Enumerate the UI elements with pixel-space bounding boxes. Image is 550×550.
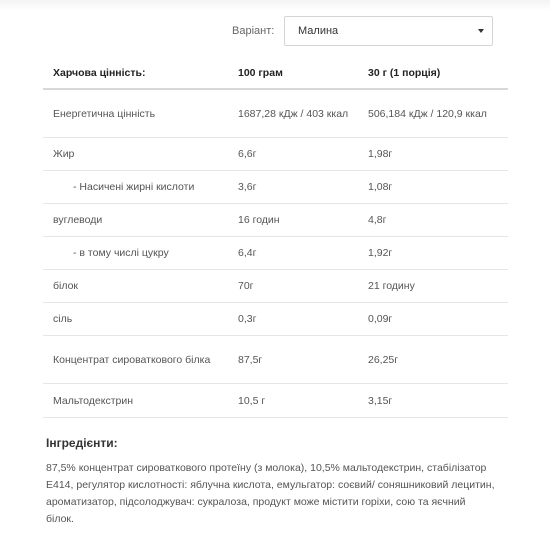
value-per-100g: 10,5 г xyxy=(228,384,358,418)
table-row xyxy=(43,237,508,270)
value-per-serving: 4,8г xyxy=(358,204,508,237)
value-per-100g: 87,5г xyxy=(228,336,358,384)
table-row xyxy=(43,89,508,138)
nutrient-name: Жир xyxy=(43,138,228,171)
value-per-serving: 0,09г xyxy=(358,303,508,336)
nutrient-name: Мальтодекстрин xyxy=(43,384,228,418)
value-per-serving: 1,08г xyxy=(358,171,508,204)
column-header-per-serving: 30 г (1 порція) xyxy=(358,58,508,89)
value-per-serving: 506,184 кДж / 120,9 ккал xyxy=(358,89,508,138)
nutrient-name: Концентрат сироваткового білка xyxy=(43,336,228,384)
ingredients-text: 87,5% концентрат сироваткового протеїну (з молока), 10,5% мальтодекстрин, стабілізатор Е414, регулятор кислотності: яблучна кислота, емульгатор: соєвий/ соняшниковий лецитин, ароматизатор, підсолоджувач: сукралоза, продукт може містити горіхи, сою та яєчний білок. xyxy=(46,462,495,525)
nutrient-name: Енергетична цінність xyxy=(43,89,228,138)
value-per-serving: 26,25г xyxy=(358,336,508,384)
table-row xyxy=(43,270,508,303)
top-edge-shade xyxy=(0,0,550,10)
table-row xyxy=(43,336,508,384)
nutrient-name: вуглеводи xyxy=(43,204,228,237)
table-row xyxy=(43,138,508,171)
nutrient-name: білок xyxy=(43,270,228,303)
value-per-serving: 21 годину xyxy=(358,270,508,303)
nutrition-header-row xyxy=(43,58,508,89)
value-per-100g: 16 годин xyxy=(228,204,358,237)
value-per-100g: 1687,28 кДж / 403 ккал xyxy=(228,89,358,138)
table-row xyxy=(43,204,508,237)
value-per-serving: 1,98г xyxy=(358,138,508,171)
value-per-100g: 6,6г xyxy=(228,138,358,171)
variant-selector-row xyxy=(0,16,550,48)
nutrient-name: - Насичені жирні кислоти xyxy=(43,171,228,204)
ingredients-heading: Інгредієнти: xyxy=(46,436,118,450)
value-per-100g: 3,6г xyxy=(228,171,358,204)
variant-selected-value: Малина xyxy=(298,25,339,37)
value-per-serving: 3,15г xyxy=(358,384,508,418)
table-row xyxy=(43,171,508,204)
table-row xyxy=(43,303,508,336)
column-header-per-100g: 100 грам xyxy=(228,58,358,89)
nutrient-name: - в тому числі цукру xyxy=(43,237,228,270)
value-per-100g: 6,4г xyxy=(228,237,358,270)
table-row xyxy=(43,384,508,418)
nutrition-table xyxy=(43,58,508,418)
chevron-down-icon xyxy=(478,29,484,33)
nutrient-name: сіль xyxy=(43,303,228,336)
variant-dropdown[interactable] xyxy=(284,16,493,46)
value-per-serving: 1,92г xyxy=(358,237,508,270)
column-header-nutrient: Харчова цінність: xyxy=(43,58,228,89)
value-per-100g: 0,3г xyxy=(228,303,358,336)
variant-label: Варіант: xyxy=(232,25,275,37)
value-per-100g: 70г xyxy=(228,270,358,303)
